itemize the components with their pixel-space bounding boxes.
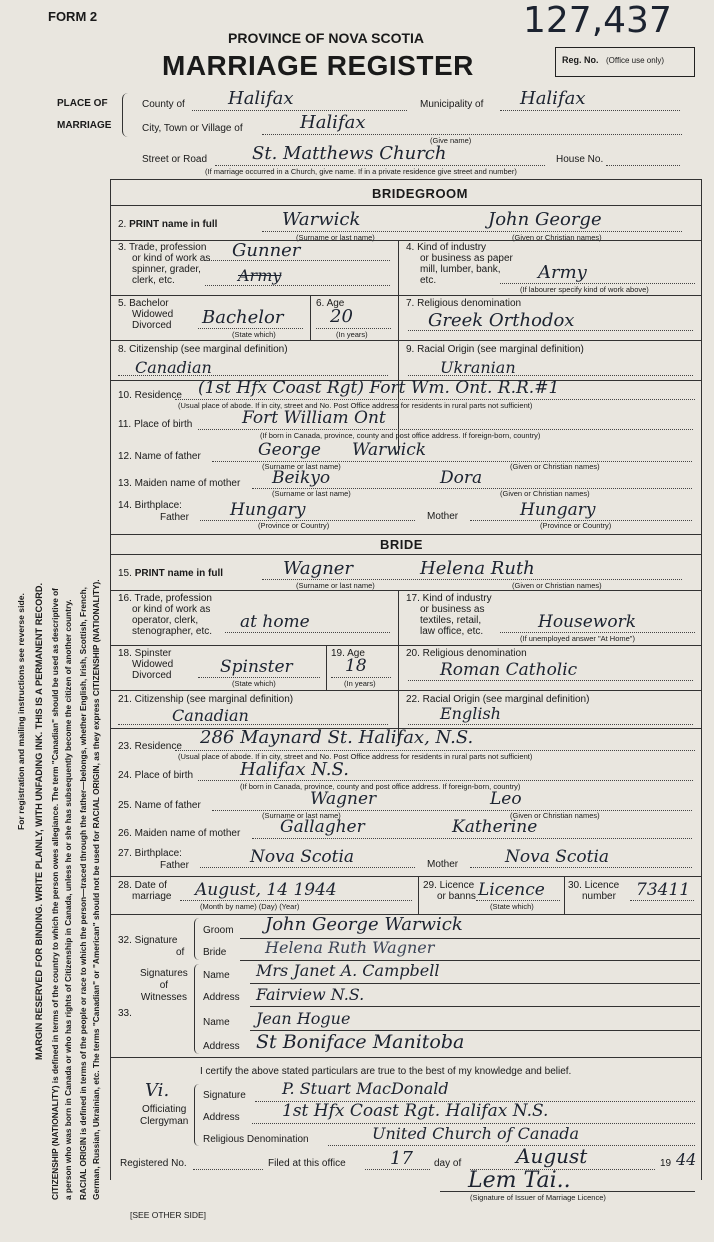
witnesses-label: Signatures	[140, 968, 188, 979]
bride-religion: Roman Catholic	[440, 660, 578, 680]
groom-citizenship: Canadian	[135, 358, 212, 377]
field-25-label: 25. Name of father	[118, 800, 201, 811]
groom-mother-birthplace: Hungary	[520, 500, 596, 520]
groom-religion: Greek Orthodox	[428, 310, 575, 331]
groom-status: Bachelor	[202, 307, 284, 328]
field-8-label: 8. Citizenship (see marginal definition)	[118, 344, 288, 355]
field-30-label: 30. Licence	[568, 880, 620, 891]
page-title: MARRIAGE REGISTER	[162, 50, 474, 81]
registered-no-label: Registered No.	[120, 1158, 187, 1169]
bride-mother-surname: Gallagher	[280, 817, 365, 837]
filed-label: Filed at this office	[268, 1158, 346, 1169]
field-32-label-2: of	[176, 947, 185, 958]
bride-status: Spinster	[220, 657, 293, 677]
bride-industry: Housework	[538, 612, 637, 632]
bride-age: 18	[345, 656, 367, 676]
bride-given-names: Helena Ruth	[420, 558, 535, 579]
marriage-date: August, 14 1944	[195, 880, 337, 900]
surname-caption: (Surname or last name)	[296, 233, 375, 242]
place-brace	[122, 93, 130, 137]
labourer-caption: (If labourer specify kind of work above)	[520, 285, 649, 294]
groom-industry: Army	[538, 262, 587, 283]
filed-year: 44	[676, 1150, 697, 1169]
witnesses-label-2: of	[159, 980, 169, 991]
field-15-number: 15.	[118, 568, 132, 579]
bridegroom-heading: BRIDEGROOM	[372, 186, 468, 201]
groom-mother-surname: Beikyo	[272, 468, 331, 488]
field-33-number: 33.	[118, 1008, 132, 1019]
bride-heading: BRIDE	[380, 537, 423, 552]
bride-trade: at home	[240, 612, 310, 632]
bride-father-given: Leo	[490, 789, 522, 809]
religious-denomination-label: Religious Denomination	[203, 1134, 309, 1145]
mother-surname-caption: (Surname or last name)	[272, 489, 351, 498]
field-23-label: 23. Residence	[118, 741, 182, 752]
field-2-number: 2.	[118, 219, 127, 230]
bride-birthplace: Halifax N.S.	[240, 759, 349, 780]
bride-residence: 286 Maynard St. Halifax, N.S.	[200, 727, 474, 748]
marriage-label: MARRIAGE	[57, 120, 112, 131]
witness2-name-label: Name	[203, 1017, 230, 1028]
groom-birthplace: Fort William Ont	[242, 408, 386, 428]
groom-given-names: John George	[488, 209, 602, 230]
field-3-label-2: or kind of work as	[132, 253, 211, 264]
reg-no-label: Reg. No.	[562, 55, 599, 65]
county-label: County of	[142, 99, 185, 110]
birthplace-caption: (If born in Canada, province, county and post office address. If foreign-born, country)	[260, 431, 541, 440]
witness2-address-label: Address	[203, 1041, 240, 1052]
field-32-label: 32. Signature	[118, 935, 178, 946]
field-5-label-2: Widowed	[132, 309, 174, 320]
place-of-label: PLACE OF	[57, 98, 108, 109]
margin-note-racial-2: German, Russian, Ukrainian, etc. The terms "Canadian" or "American" should not be used for RACIAL ORIGIN, as they express CITIZENSHIP (NATIONALITY).	[91, 579, 101, 1200]
bride-father-birthplace: Nova Scotia	[250, 847, 355, 867]
father-surname-caption: (Surname or last name)	[262, 462, 341, 471]
bride-father-surname: Wagner	[310, 789, 377, 809]
licence-state-which-caption: (State which)	[490, 902, 534, 911]
bride-mother-birthplace: Nova Scotia	[505, 847, 610, 867]
give-name-caption: (Give name)	[430, 136, 472, 145]
field-5-label: 5. Bachelor	[118, 298, 169, 309]
field-13-label: 13. Maiden name of mother	[118, 478, 241, 489]
field-30-label-2: number	[582, 891, 616, 902]
bride-signature: Helena Ruth Wagner	[265, 938, 435, 957]
groom-father-given: George	[258, 440, 321, 460]
bride-father-birthplace-label: Father	[160, 860, 189, 871]
field-21-label: 21. Citizenship (see marginal definition)	[118, 694, 294, 705]
clergyman-label: Clergyman	[140, 1116, 189, 1127]
county-value: Halifax	[228, 88, 294, 109]
groom-mother-given: Dora	[440, 468, 483, 488]
officiating-label: Officiating	[142, 1104, 187, 1115]
see-other-side: [SEE OTHER SIDE]	[130, 1210, 207, 1220]
bride-citizenship: Canadian	[172, 706, 249, 725]
place-note: (If marriage occurred in a Church, give name. If in a private residence give street and number)	[205, 167, 517, 176]
margin-note-racial-1: RACIAL ORIGIN is defined in terms of the people or race to which the person—traced through the father—belongs, whether English, Irish, Scottish, French,	[78, 587, 88, 1200]
bride-label: Bride	[203, 947, 227, 958]
witness1-address-label: Address	[203, 992, 240, 1003]
groom-father-surname: Warwick	[352, 440, 427, 460]
field-7-label: 7. Religious denomination	[406, 298, 522, 309]
field-16-label-4: stenographer, etc.	[132, 626, 213, 637]
mother-country-caption: (Province or Country)	[540, 521, 612, 530]
field-12-label: 12. Name of father	[118, 451, 201, 462]
field-28-label: 28. Date of	[118, 880, 167, 891]
bride-father-surname-caption: (Surname or last name)	[262, 811, 341, 820]
field-17-label: 17. Kind of industry	[406, 593, 492, 604]
print-label: PRINT name in full	[129, 219, 218, 230]
field-11-label: 11. Place of birth	[118, 419, 193, 430]
bride-birthplace-caption: (If born in Canada, province, county and post office address. If foreign-born, country)	[240, 782, 521, 791]
municipality-label: Municipality of	[420, 99, 484, 110]
field-4-label-4: etc.	[420, 275, 437, 286]
age-caption: (In years)	[336, 330, 368, 339]
field-17-label-4: law office, etc.	[420, 626, 484, 637]
groom-residence: (1st Hfx Coast Rgt) Fort Wm. Ont. R.R.#1	[198, 378, 560, 398]
bride-given-caption: (Given or Christian names)	[512, 581, 602, 590]
licence-number: 73411	[636, 880, 691, 900]
field-24-label: 24. Place of birth	[118, 770, 194, 781]
field-20-label: 20. Religious denomination	[406, 648, 527, 659]
reg-no-note: (Office use only)	[606, 56, 665, 65]
filed-month: August	[516, 1144, 588, 1168]
field-3-label: 3. Trade, profession	[118, 242, 207, 253]
margin-note-instructions: For registration and mailing instructions see reverse side.	[16, 593, 26, 830]
witnesses-label-3: Witnesses	[140, 992, 187, 1003]
father-birthplace-label: Father	[160, 512, 189, 523]
field-10-label: 10. Residence	[118, 390, 182, 401]
father-given-caption: (Given or Christian names)	[510, 462, 600, 471]
city-value: Halifax	[300, 112, 366, 133]
bride-racial-origin: English	[440, 704, 501, 723]
bride-print-label: PRINT name in full	[134, 568, 224, 579]
street-value: St. Matthews Church	[252, 143, 447, 164]
reg-no-box	[555, 47, 695, 77]
field-18-label-2: Widowed	[132, 659, 174, 670]
groom-age: 20	[330, 306, 353, 327]
residence-caption: (Usual place of abode. If in city, street and No. Post Office address for residents in rural parts not sufficient)	[178, 401, 533, 410]
issuer-signature: Lem Tai..	[468, 1168, 571, 1193]
date-caption: (Month by name) (Day) (Year)	[200, 902, 300, 911]
field-5-label-3: Divorced	[132, 320, 172, 331]
field-4-label-2: or business as paper	[420, 253, 513, 264]
clergy-address: 1st Hfx Coast Rgt. Halifax N.S.	[282, 1101, 549, 1121]
day-of-label: day of	[434, 1158, 462, 1169]
field-18-label: 18. Spinster	[118, 648, 172, 659]
witness2-name: Jean Hogue	[256, 1009, 351, 1028]
field-4-label: 4. Kind of industry	[406, 242, 487, 253]
house-no-label: House No.	[556, 154, 604, 165]
groom-trade-struck: Army	[238, 266, 282, 285]
witness2-address: St Boniface Manitoba	[256, 1031, 465, 1053]
province-title: PROVINCE OF NOVA SCOTIA	[228, 30, 425, 46]
year-prefix: 19	[660, 1158, 672, 1169]
field-22-label: 22. Racial Origin (see marginal definition)	[406, 694, 590, 705]
street-label: Street or Road	[142, 154, 208, 165]
bride-mother-given: Katherine	[452, 817, 538, 837]
groom-father-birthplace: Hungary	[230, 500, 306, 520]
field-28-label-2: marriage	[132, 891, 172, 902]
clergy-mark: Vi.	[145, 1080, 170, 1101]
field-29-label-2: or banns	[437, 891, 476, 902]
field-29-label: 29. Licence	[423, 880, 475, 891]
bride-surname-caption: (Surname or last name)	[296, 581, 375, 590]
certification-text: I certify the above stated particulars are true to the best of my knowledge and belief.	[200, 1066, 572, 1077]
field-4-label-3: mill, lumber, bank,	[420, 264, 501, 275]
field-16-label-2: or kind of work as	[132, 604, 211, 615]
witness1-name-label: Name	[203, 970, 230, 981]
licence-or-banns: Licence	[478, 880, 545, 900]
field-27-label: 27. Birthplace:	[118, 848, 182, 859]
groom-label: Groom	[203, 925, 234, 936]
bride-state-which-caption: (State which)	[232, 679, 276, 688]
groom-signature: John George Warwick	[265, 914, 463, 935]
filed-day: 17	[390, 1148, 413, 1169]
clergy-address-label: Address	[203, 1112, 240, 1123]
margin-note-citizenship-1: CITIZENSHIP (NATIONALITY) is defined in terms of the country to which the person owes allegiance. The term "Canadian" should be used as descriptive of	[50, 588, 60, 1200]
bride-mother-birthplace-label: Mother	[427, 859, 459, 870]
field-18-label-3: Divorced	[132, 670, 172, 681]
bride-residence-caption: (Usual place of abode. If in city, street and No. Post Office address for residents in rural parts not sufficient)	[178, 752, 533, 761]
city-label: City, Town or Village of	[142, 123, 243, 134]
form-number: FORM 2	[48, 9, 98, 24]
issuer-caption: (Signature of Issuer of Marriage Licence)	[470, 1193, 606, 1202]
field-16-label: 16. Trade, profession	[118, 593, 212, 604]
clergy-denomination: United Church of Canada	[372, 1124, 580, 1143]
field-19-label: 19. Age	[331, 648, 365, 659]
unemployed-caption: (If unemployed answer "At Home")	[520, 634, 635, 643]
field-26-label: 26. Maiden name of mother	[118, 828, 241, 839]
clergy-signature: P. Stuart MacDonald	[282, 1079, 449, 1098]
witness1-address: Fairview N.S.	[256, 985, 365, 1004]
field-14-label: 14. Birthplace:	[118, 500, 182, 511]
handwritten-registration-number: 127,437	[523, 0, 672, 41]
state-which-caption: (State which)	[232, 330, 276, 339]
bride-father-given-caption: (Given or Christian names)	[510, 811, 600, 820]
municipality-value: Halifax	[520, 88, 586, 109]
field-17-label-2: or business as	[420, 604, 485, 615]
field-9-label: 9. Racial Origin (see marginal definition)	[406, 344, 584, 355]
witness1-name: Mrs Janet A. Campbell	[256, 961, 440, 980]
field-3-label-3: spinner, grader,	[132, 264, 201, 275]
field-6-label: 6. Age	[316, 298, 345, 309]
field-16-label-3: operator, clerk,	[132, 615, 199, 626]
margin-note-binding: MARGIN RESERVED FOR BINDING. WRITE PLAINLY, WITH UNFADING INK. THIS IS A PERMANENT RECORD.	[34, 582, 44, 1060]
mother-birthplace-label: Mother	[427, 511, 459, 522]
groom-surname: Warwick	[282, 209, 361, 230]
bride-age-caption: (In years)	[344, 679, 376, 688]
field-3-label-4: clerk, etc.	[132, 275, 175, 286]
bride-surname: Wagner	[283, 558, 354, 579]
father-country-caption: (Province or Country)	[258, 521, 330, 530]
groom-trade: Gunner	[232, 240, 301, 261]
field-17-label-3: textiles, retail,	[420, 615, 482, 626]
given-caption: (Given or Christian names)	[512, 233, 602, 242]
clergy-signature-label: Signature	[203, 1090, 246, 1101]
margin-note-citizenship-2: a person who was born in Canada or who has rights of Citizenship in Canada, unless he or she has subsequently become the citizen of another country.	[63, 599, 73, 1200]
groom-racial-origin: Ukranian	[440, 358, 516, 377]
mother-given-caption: (Given or Christian names)	[500, 489, 590, 498]
